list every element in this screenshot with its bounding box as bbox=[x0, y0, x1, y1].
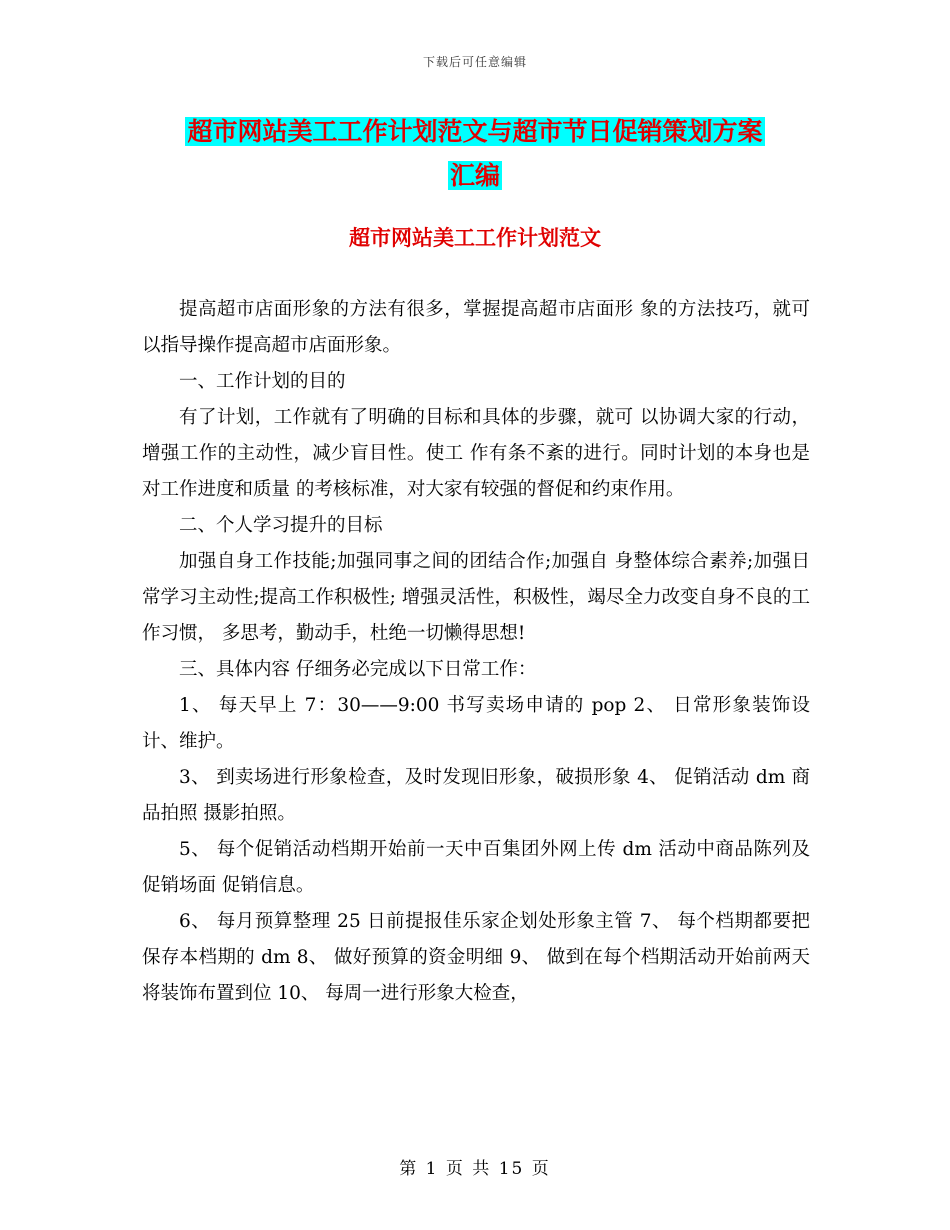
paragraph-intro: 提高超市店面形象的方法有很多，掌握提高超市店面形 象的方法技巧，就可以指导操作提高超市店面形象。 bbox=[142, 299, 810, 356]
heading-learning-goals: 二、个人学习提升的目标 bbox=[179, 515, 383, 536]
paragraph-task-6-10: 6、 每月预算整理 25 日前提报佳乐家企划处形象主管 7、 每个档期都要把保存本档期的 dm 8、 做好预算的资金明细 9、 做到在每个档期活动开始前两天将装饰布置到位 10、 每周一进行形象大检查， bbox=[142, 911, 810, 1004]
page-footer: 第 1 页 共 15 页 bbox=[399, 1159, 551, 1179]
header-note: 下载后可任意编辑 bbox=[422, 55, 527, 69]
heading-purpose: 一、工作计划的目的 bbox=[179, 371, 346, 392]
document-title-line2: 汇编 bbox=[449, 161, 500, 190]
paragraph-purpose: 有了计划，工作就有了明确的目标和具体的步骤，就可 以协调大家的行动，增强工作的主动性，减少盲目性。使工 作有条不紊的进行。同时计划的本身也是对工作进度和质量 的考核标准，对大家有较强的督促和约束作用。 bbox=[142, 407, 810, 500]
body-text bbox=[142, 292, 810, 1012]
section-title: 超市网站美工工作计划范文 bbox=[349, 226, 601, 250]
paragraph-task-5: 5、 每个促销活动档期开始前一天中百集团外网上传 dm 活动中商品陈列及促销场面 促销信息。 bbox=[142, 839, 810, 896]
heading-specific-content: 三、具体内容 仔细务必完成以下日常工作： bbox=[179, 659, 537, 680]
paragraph-task-1-2: 1、 每天早上 7：30——9:00 书写卖场申请的 pop 2、 日常形象装饰设计、维护。 bbox=[142, 695, 810, 752]
paragraph-task-3-4: 3、 到卖场进行形象检查，及时发现旧形象，破损形象 4、 促销活动 dm 商品拍照 摄影拍照。 bbox=[142, 767, 810, 824]
document-title bbox=[0, 110, 950, 198]
document-title-line1: 超市网站美工工作计划范文与超市节日促销策划方案 bbox=[187, 117, 763, 146]
paragraph-learning-goals: 加强自身工作技能;加强同事之间的团结合作;加强自 身整体综合素养;加强日常学习主动性;提高工作积极性; 增强灵活性，积极性，竭尽全力改变自身不良的工作习惯， 多思考，勤动手，杜绝一切懒得思想! bbox=[142, 551, 810, 644]
